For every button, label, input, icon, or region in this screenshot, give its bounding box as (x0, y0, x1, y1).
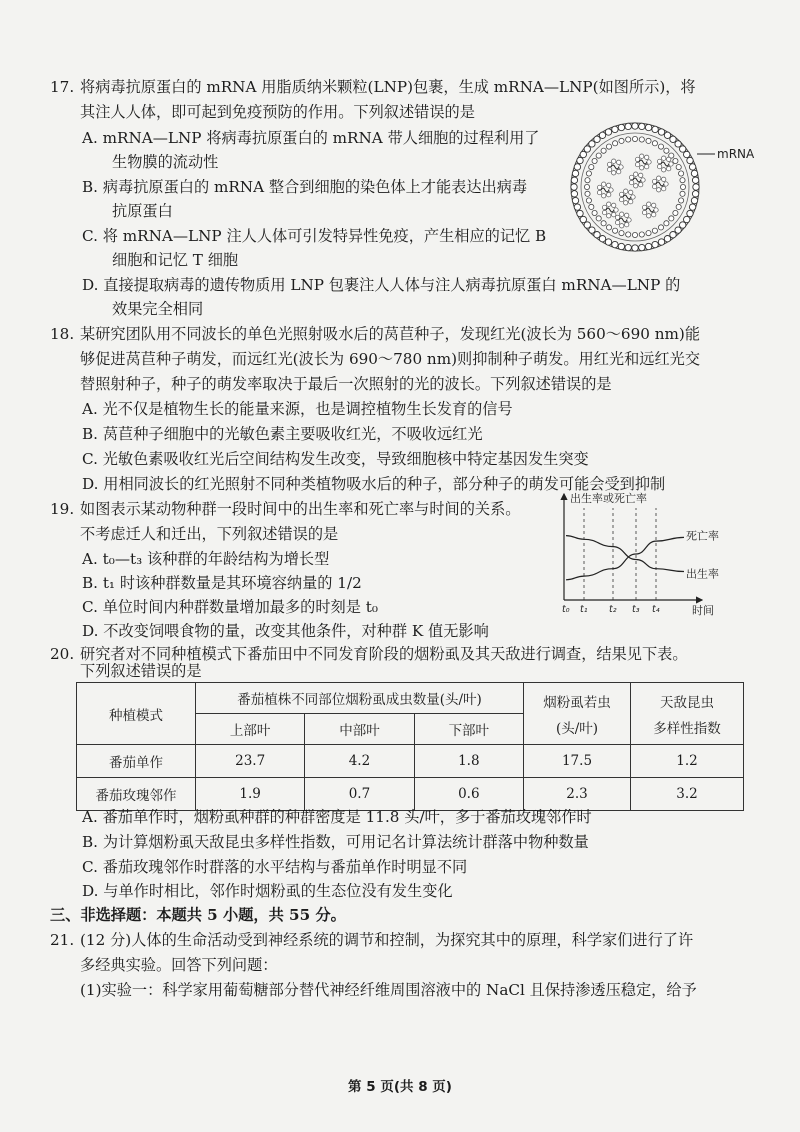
lipid-head (574, 164, 580, 170)
micelle-head (609, 188, 613, 192)
table-row (77, 745, 744, 778)
lipid-head-inner (652, 228, 657, 233)
lipid-head-inner (632, 232, 637, 237)
lipid-head-inner (619, 138, 624, 143)
lipid-head (594, 232, 600, 238)
lipid-head (580, 151, 586, 157)
micelle-head (607, 214, 611, 218)
lipid-head (692, 177, 698, 183)
lipid-head (684, 151, 690, 157)
x-tick-0: t₀ (562, 604, 570, 615)
micelle-head (647, 202, 651, 206)
micelle-head (602, 194, 606, 198)
lipid-head (618, 243, 624, 249)
lipid-head-inner (601, 148, 606, 153)
lipid-head-inner (673, 158, 678, 163)
mrna-strand (601, 188, 609, 192)
micelle-head (657, 176, 661, 180)
y-axis-label: 出生率或死亡率 (570, 492, 647, 505)
lipid-head-inner (619, 231, 624, 236)
cell-middle: 4.2 (305, 745, 414, 778)
micelle-head (597, 190, 601, 194)
q20-stem-line2: 下列叙述错误的是 (80, 662, 202, 680)
q19-stem-line2: 不考虑迁人和迁出，下列叙述错误的是 (80, 525, 339, 543)
micelle-head (625, 223, 629, 227)
lipid-head-inner (679, 198, 684, 203)
th-enemy-line1: 天敌昆虫 (660, 694, 714, 711)
micelle-head (614, 208, 618, 212)
micelle-head (662, 187, 666, 191)
lipid-head-inner (589, 165, 594, 170)
q21-number: 21. (50, 931, 75, 949)
micelle-head (607, 167, 611, 171)
q17-number: 17. (50, 78, 75, 96)
lipid-head (625, 123, 631, 129)
q17-option-c-line2: 细胞和记忆 T 细胞 (112, 251, 239, 269)
micelle-head (624, 189, 628, 193)
micelle-head (657, 164, 661, 168)
lipid-head-inner (664, 148, 669, 153)
mrna-strand (619, 218, 627, 222)
micelle-head (657, 188, 661, 192)
lipid-head-inner (613, 141, 618, 146)
lipid-head (691, 197, 697, 203)
lipid-head (574, 204, 580, 210)
th-enemy (631, 683, 744, 745)
lipid-head-inner (626, 137, 631, 142)
lnp-figure (565, 112, 755, 264)
series-label-1: 出生率 (686, 567, 719, 581)
lipid-head-inner (680, 178, 685, 183)
lipid-head-inner (596, 216, 601, 221)
lipid-head (584, 146, 590, 152)
q17-option-b-line2: 抗原蛋白 (112, 202, 173, 220)
q18-stem-line1: 某研究团队用不同波长的单色光照射吸水后的莴苣种子，发现红光(波长为 560～690 nm)能 (80, 325, 701, 343)
lipid-head-inner (676, 165, 681, 170)
lipid-head (658, 239, 664, 245)
q18-option-d: D. 用相同波长的红光照射不同种类植物吸水后的种子，部分种子的萌发可能会受到抑制 (82, 475, 666, 493)
q17-option-c-line1: C. 将 mRNA—LNP 注人人体可引发特异性免疫，产生相应的记忆 B (82, 227, 547, 245)
lipid-head-inner (676, 204, 681, 209)
micelle-head (631, 195, 635, 199)
q18-stem-line2: 够促进莴苣种子萌发，而远红光(波长为 690～780 nm)则抑制种子萌发。用红光和远红光交 (80, 350, 701, 368)
lipid-head (577, 210, 583, 216)
lipid-head (693, 184, 699, 190)
mrna-strand (656, 182, 664, 186)
q18-option-c: C. 光敏色素吸收红光后空间结构发生改变，导致细胞核中特定基因发生突变 (82, 450, 589, 468)
lipid-head-inner (658, 144, 663, 149)
micelle-head (624, 201, 628, 205)
micelle-head (647, 160, 651, 164)
lipid-head (580, 216, 586, 222)
micelle-head (645, 155, 649, 159)
micelle-head (629, 200, 633, 204)
cell-enemy: 3.2 (631, 778, 744, 811)
lipid-head (645, 124, 651, 130)
x-axis-label: 时间 (692, 604, 714, 617)
q20-option-d: D. 与单作时相比，邻作时烟粉虱的生态位没有发生变化 (82, 882, 453, 900)
micelle-head (662, 168, 666, 172)
mrna-strand (661, 162, 669, 166)
lipid-head-inner (596, 153, 601, 158)
lipid-head-inner (585, 178, 590, 183)
lipid-head (618, 124, 624, 130)
lipid-head (632, 245, 638, 251)
lipid-head (639, 123, 645, 129)
q17-stem-line2: 其注人人体，即可起到免疫预防的作用。下列叙述错误的是 (80, 103, 475, 121)
micelle-head (620, 212, 624, 216)
cell-lower: 1.8 (414, 745, 523, 778)
lipid-head-inner (592, 210, 597, 215)
lipid-head (572, 170, 578, 176)
micelle-head (641, 178, 645, 182)
micelle-head (617, 160, 621, 164)
micelle-head (635, 162, 639, 166)
mrna-strand (633, 178, 641, 182)
lipid-head (625, 244, 631, 250)
cell-nymph: 2.3 (524, 778, 631, 811)
th-nymph-line2: (头/叶) (555, 720, 599, 737)
q19-option-d: D. 不改变饲喂食物的量，改变其他条件，对种群 K 值无影响 (82, 622, 489, 640)
mrna-strand (606, 208, 614, 212)
q19-option-a: A. t₀—t₃ 该种群的年龄结构为增长型 (82, 550, 330, 568)
lipid-head-inner (584, 184, 589, 189)
lipid-head (632, 123, 638, 129)
cell-middle: 0.7 (305, 778, 414, 811)
lipid-head (691, 170, 697, 176)
micelle-head (645, 165, 649, 169)
lipid-head (571, 177, 577, 183)
q17-stem-line1: 将病毒抗原蛋白的 mRNA 用脂质纳米颗粒(LNP)包裹，生成 mRNA—LNP(如图所示)，将 (80, 78, 696, 96)
q20-data-table (76, 682, 744, 811)
micelle-head (664, 182, 668, 186)
lipid-head-inner (680, 191, 685, 196)
lipid-head-inner (646, 231, 651, 236)
lipid-head (572, 197, 578, 203)
lipid-head (605, 129, 611, 135)
micelle-head (667, 167, 671, 171)
cell-mode: 番茄单作 (77, 745, 196, 778)
micelle-head (627, 218, 631, 222)
lipid-head-inner (586, 171, 591, 176)
lipid-head-inner (646, 138, 651, 143)
lipid-head (594, 136, 600, 142)
q20-number: 20. (50, 645, 75, 663)
section-heading: 三、非选择题：本题共 5 小题，共 55 分。 (50, 906, 346, 924)
lipid-head (684, 216, 690, 222)
q20-stem-line1: 研究者对不同种植模式下番茄田中不同发育阶段的烟粉虱及其天敌进行调查，结果见下表。 (80, 645, 688, 663)
lipid-head-inner (632, 136, 637, 141)
q19-option-b: B. t₁ 时该种群数量是其环境容纳量的 1/2 (82, 574, 362, 592)
th-mode: 种植模式 (77, 683, 196, 745)
micelle-head (654, 208, 658, 212)
micelle-head (639, 173, 643, 177)
lipid-head-inner (601, 221, 606, 226)
cell-nymph: 17.5 (524, 745, 631, 778)
x-tick-1: t₁ (580, 604, 588, 615)
mrna-strand (646, 208, 654, 212)
lipid-head (599, 132, 605, 138)
micelle-head (620, 224, 624, 228)
q17-option-d-line1: D. 直接提取病毒的遗传物质用 LNP 包裹注人人体与注人病毒抗原蛋白 mRNA—LNP 的 (82, 276, 681, 294)
cell-lower: 0.6 (414, 778, 523, 811)
micelle-head (652, 213, 656, 217)
micelle-head (602, 182, 606, 186)
lipid-head-inner (679, 171, 684, 176)
lipid-head (599, 236, 605, 242)
q19-stem-line1: 如图表示某动物种群一段时间中的出生率和死亡率与时间的关系。 (80, 500, 521, 518)
q17-option-a-line2: 生物膜的流动性 (112, 153, 219, 171)
micelle-head (617, 170, 621, 174)
lipid-head (670, 136, 676, 142)
micelle-head (619, 197, 623, 201)
micelle-head (615, 220, 619, 224)
micelle-head (607, 202, 611, 206)
mrna-strand (623, 195, 631, 199)
micelle-head (612, 159, 616, 163)
lipid-head-inner (626, 232, 631, 237)
lipid-head (571, 191, 577, 197)
mrna-strand (639, 160, 647, 164)
micelle-head (640, 154, 644, 158)
series-line-1 (566, 536, 684, 572)
th-adult-count-group: 番茄植株不同部位烟粉虱成虫数量(头/叶) (196, 683, 524, 714)
lipid-head-inner (664, 221, 669, 226)
q18-stem-line3: 替照射种子，种子的萌发率取决于最后一次照射的光的波长。下列叙述错误的是 (80, 375, 612, 393)
mrna-label: mRNA (717, 147, 755, 161)
lipid-head-inner (585, 191, 590, 196)
lipid-head (687, 157, 693, 163)
th-nymph-line1: 烟粉虱若虫 (543, 694, 611, 711)
micelle-head (607, 193, 611, 197)
lipid-head (652, 241, 658, 247)
q21-stem-line3: (1)实验一：科学家用葡萄糖部分替代神经纤维周围溶液中的 NaCl 且保持渗透压稳定，给予 (80, 981, 697, 999)
micelle-head (602, 210, 606, 214)
lipid-head-inner (586, 198, 591, 203)
th-middle-leaf: 中部叶 (305, 714, 414, 745)
lipid-head (645, 243, 651, 249)
lipid-head (687, 210, 693, 216)
lipid-head-inner (589, 204, 594, 209)
lipid-head (639, 244, 645, 250)
lipid-head (670, 232, 676, 238)
micelle-head (612, 203, 616, 207)
lipid-head (589, 227, 595, 233)
lipid-head (675, 141, 681, 147)
cell-upper: 1.9 (196, 778, 305, 811)
q19-number: 19. (50, 500, 75, 518)
lipid-head (577, 157, 583, 163)
th-upper-leaf: 上部叶 (196, 714, 305, 745)
lipid-head (680, 222, 686, 228)
lipid-head (692, 191, 698, 197)
q17-option-b-line1: B. 病毒抗原蛋白的 mRNA 整合到细胞的染色体上才能表达出病毒 (82, 178, 528, 196)
lipid-head-inner (639, 137, 644, 142)
micelle-head (652, 203, 656, 207)
micelle-head (634, 184, 638, 188)
lipid-head (664, 132, 670, 138)
micelle-head (612, 213, 616, 217)
micelle-head (625, 213, 629, 217)
micelle-head (612, 171, 616, 175)
cell-enemy: 1.2 (631, 745, 744, 778)
q17-option-d-line2: 效果完全相同 (112, 300, 204, 318)
th-lower-leaf: 下部叶 (414, 714, 523, 745)
micelle-head (639, 183, 643, 187)
birth-death-rate-chart (552, 488, 752, 620)
micelle-head (667, 157, 671, 161)
lipid-head-inner (652, 141, 657, 146)
q18-number: 18. (50, 325, 75, 343)
series-label-0: 死亡率 (686, 529, 719, 543)
lipid-head-inner (639, 232, 644, 237)
micelle-head (662, 177, 666, 181)
micelle-head (640, 166, 644, 170)
lipid-head-inner (613, 228, 618, 233)
q21-stem-line2: 多经典实验。回答下列问题： (80, 956, 278, 974)
q21-stem-line1: (12 分)人体的生命活动受到神经系统的调节和控制，为探究其中的原理，科学家们进行了许 (80, 931, 694, 949)
micelle-head (652, 184, 656, 188)
th-nymph (524, 683, 631, 745)
q17-option-a-line1: A. mRNA—LNP 将病毒抗原蛋白的 mRNA 带人细胞的过程利用了 (82, 129, 540, 147)
lipid-head-inner (592, 158, 597, 163)
cell-mode: 番茄玫瑰邻作 (77, 778, 196, 811)
q18-option-a: A. 光不仅是植物生长的能量来源，也是调控植物生长发育的信号 (82, 400, 513, 418)
lipid-head-inner (606, 225, 611, 230)
lipid-head-inner (673, 210, 678, 215)
micelle-head (634, 172, 638, 176)
micelle-head (629, 180, 633, 184)
lipid-head (675, 227, 681, 233)
micelle-head (662, 156, 666, 160)
lipid-head-inner (680, 184, 685, 189)
x-tick-4: t₄ (652, 604, 660, 615)
lipid-head (664, 236, 670, 242)
lipid-head (605, 239, 611, 245)
th-enemy-line2: 多样性指数 (653, 720, 721, 737)
lipid-head (658, 129, 664, 135)
micelle-head (642, 210, 646, 214)
lipid-head (652, 126, 658, 132)
q19-option-c: C. 单位时间内种群数量增加最多的时刻是 t₀ (82, 598, 378, 616)
lipid-head (589, 141, 595, 147)
lipid-head (584, 222, 590, 228)
page-footer: 第 5 页(共 8 页) (348, 1079, 452, 1095)
micelle-head (669, 162, 673, 166)
micelle-head (647, 214, 651, 218)
q18-option-b: B. 莴苣种子细胞中的光敏色素主要吸收红光，不吸收远红光 (82, 425, 483, 443)
lipid-head (612, 241, 618, 247)
q20-option-b: B. 为计算烟粉虱天敌昆虫多样性指数，可用记名计算法统计群落中物种数量 (82, 833, 589, 851)
lipid-head (689, 204, 695, 210)
micelle-head (629, 190, 633, 194)
micelle-head (619, 165, 623, 169)
mrna-strand (611, 165, 619, 169)
lipid-head (680, 146, 686, 152)
cell-upper: 23.7 (196, 745, 305, 778)
q20-option-c: C. 番茄玫瑰邻作时群落的水平结构与番茄单作时明显不同 (82, 858, 468, 876)
lipid-head (689, 164, 695, 170)
x-tick-3: t₃ (632, 604, 640, 615)
lipid-head (612, 126, 618, 132)
lipid-head-inner (606, 144, 611, 149)
q20-option-a: A. 番茄单作时，烟粉虱种群的种群密度是 11.8 头/叶，多于番茄玫瑰邻作时 (82, 808, 592, 826)
lipid-head (571, 184, 577, 190)
lipid-head-inner (669, 216, 674, 221)
micelle-head (607, 183, 611, 187)
x-tick-2: t₂ (609, 604, 617, 615)
lipid-head-inner (658, 225, 663, 230)
